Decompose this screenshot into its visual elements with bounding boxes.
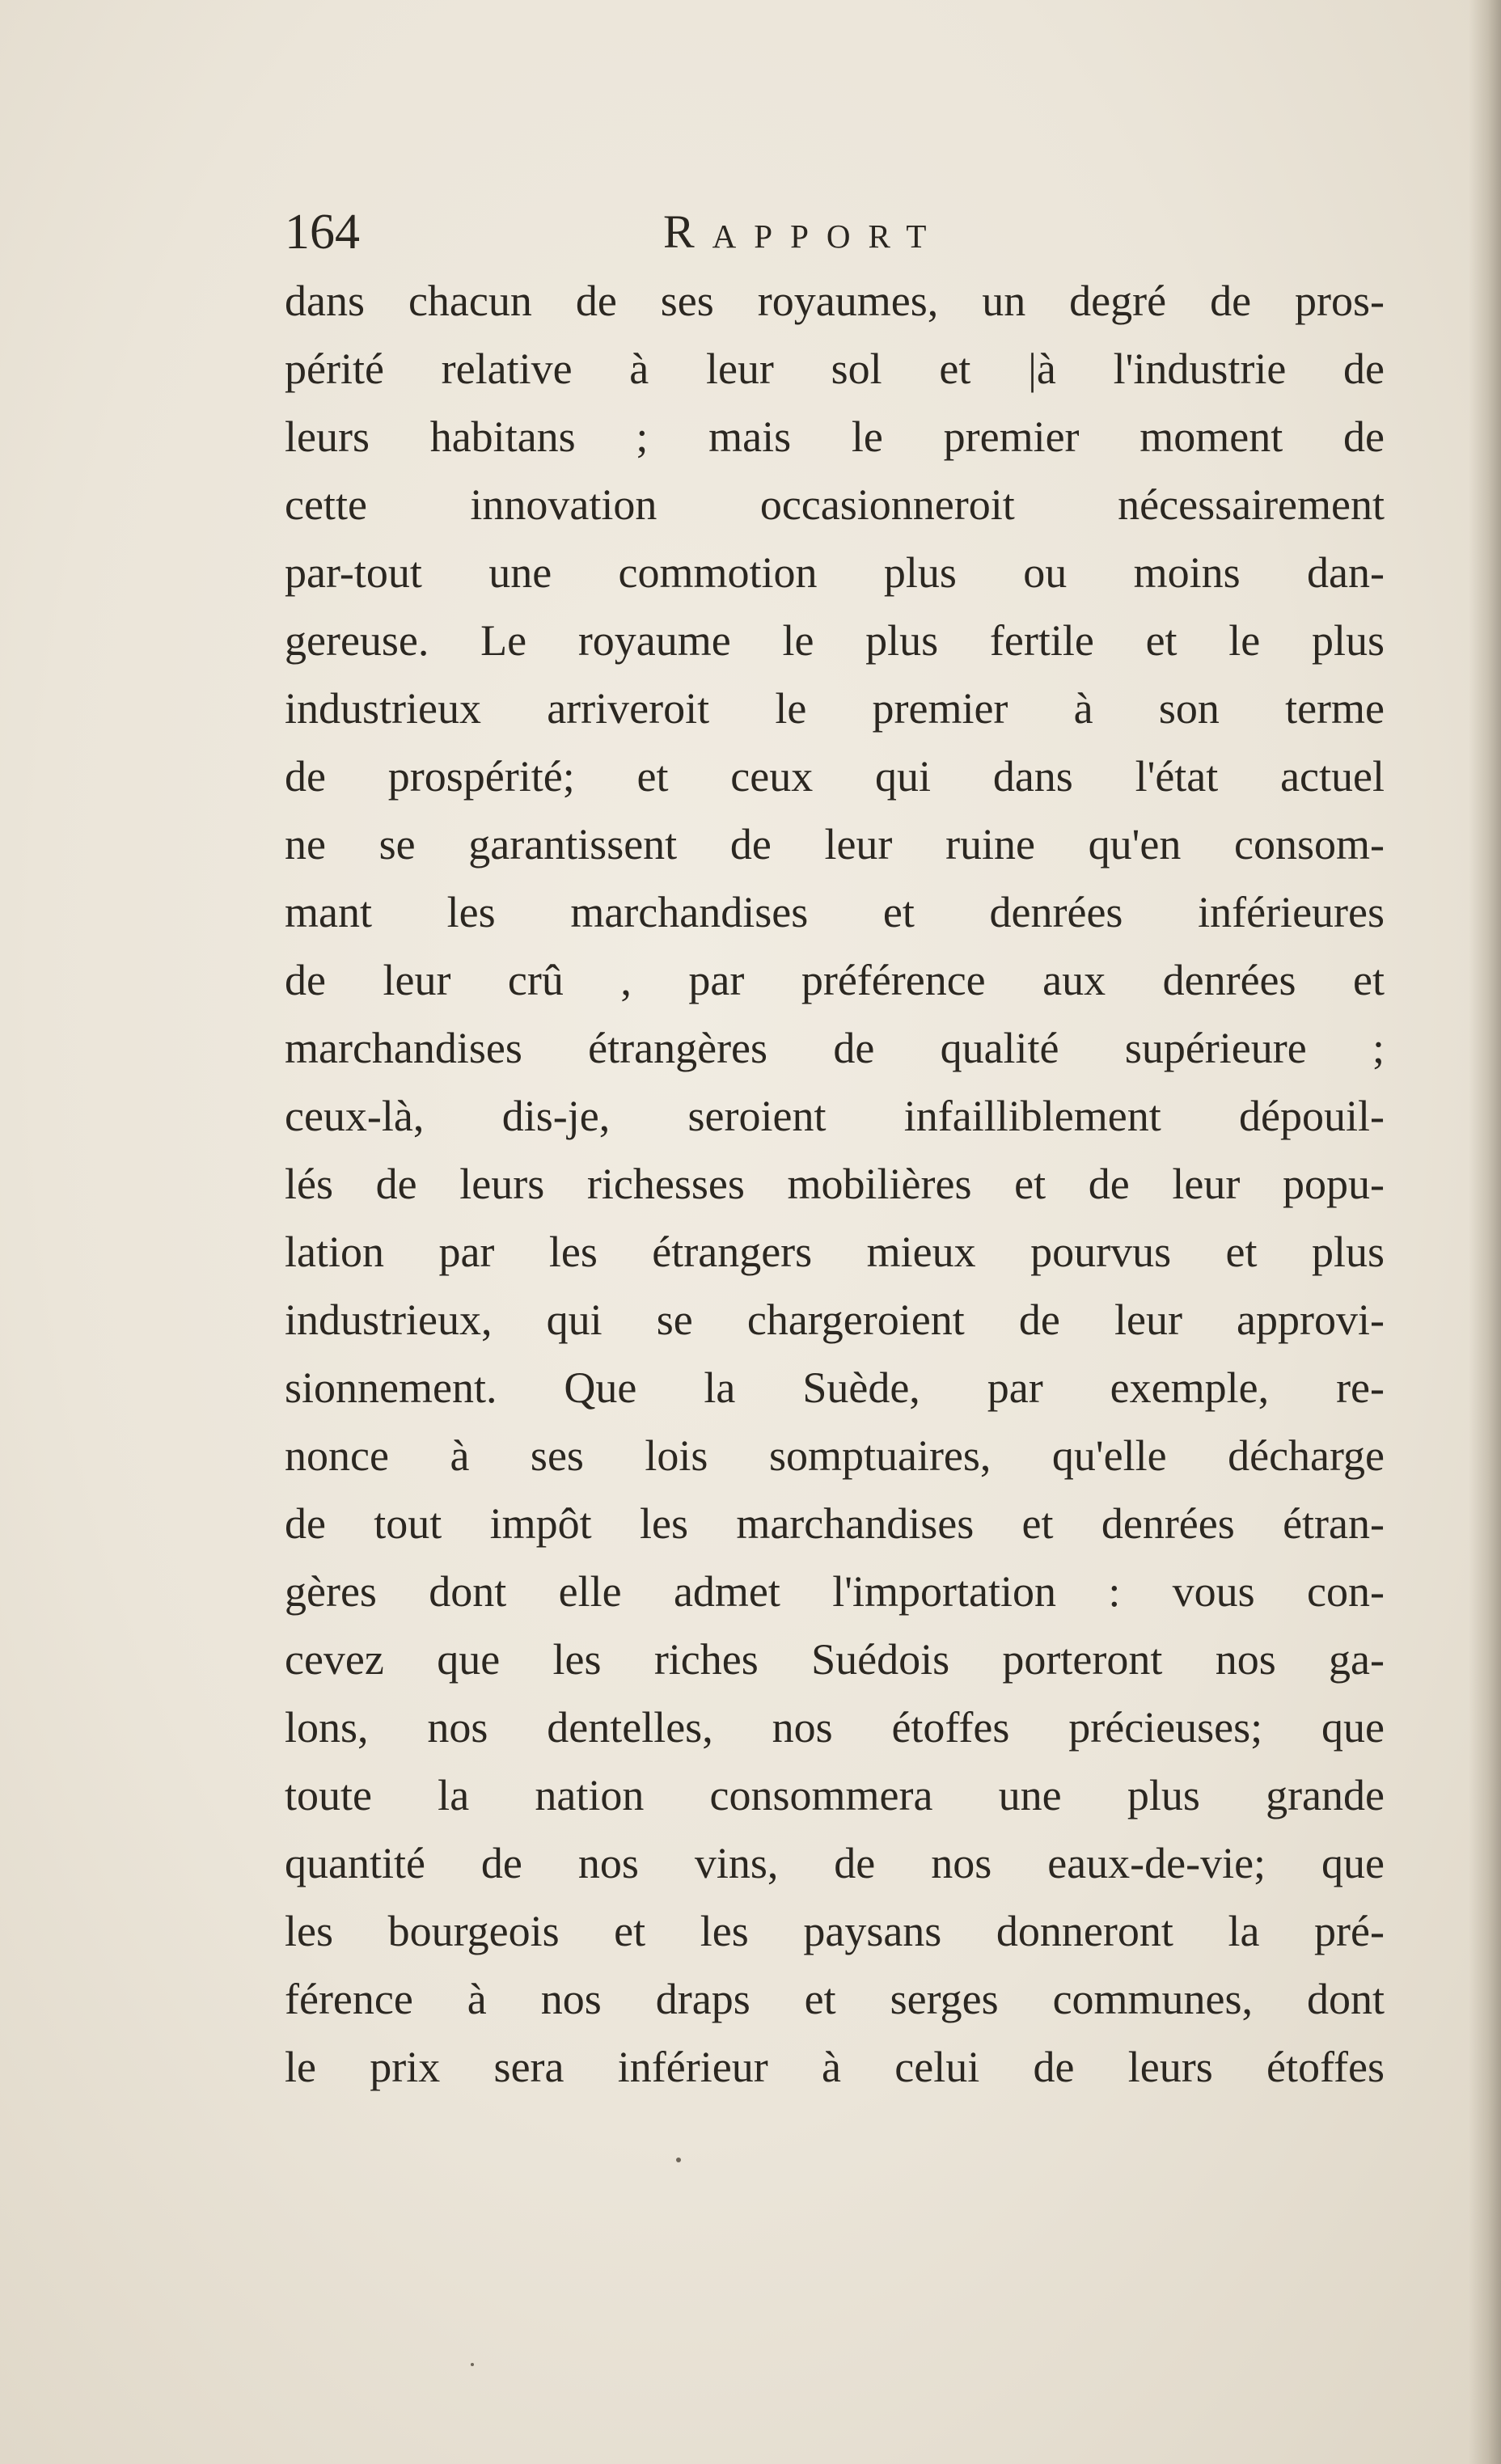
text-line: de tout impôt les marchandises et denrées étran-: [285, 1499, 1385, 1548]
text-line: gereuse. Le royaume le plus fertile et le plus: [285, 616, 1385, 665]
running-head: Rapport: [663, 205, 945, 258]
paper-speck: [676, 2158, 681, 2162]
text-line: de leur crû , par préférence aux denrées et: [285, 956, 1385, 1004]
text-line: lation par les étrangers mieux pourvus et plus: [285, 1228, 1385, 1276]
text-line: ceux-là, dis-je, seroient infailliblement dépouil-: [285, 1092, 1385, 1140]
text-line: toute la nation consommera une plus grande: [285, 1771, 1385, 1819]
paper-speck: [471, 2363, 474, 2366]
text-line: le prix sera inférieur à celui de leurs étoffes: [285, 2043, 1385, 2091]
text-line: gères dont elle admet l'importation : vous con-: [285, 1567, 1385, 1616]
text-line: par-tout une commotion plus ou moins dan-: [285, 548, 1385, 597]
text-line: quantité de nos vins, de nos eaux-de-vie; que: [285, 1839, 1385, 1887]
text-line: industrieux, qui se chargeroient de leur approvi-: [285, 1295, 1385, 1344]
text-line: lés de leurs richesses mobilières et de leur popu-: [285, 1160, 1385, 1208]
text-line: cette innovation occasionneroit nécessairement: [285, 480, 1385, 529]
text-line: périté relative à leur sol et |à l'industrie de: [285, 344, 1385, 393]
text-line: nonce à ses lois somptuaires, qu'elle décharge: [285, 1431, 1385, 1480]
text-line: cevez que les riches Suédois porteront nos ga-: [285, 1635, 1385, 1684]
text-line: dans chacun de ses royaumes, un degré de pros-: [285, 277, 1385, 325]
text-line: lons, nos dentelles, nos étoffes précieuses; que: [285, 1703, 1385, 1752]
text-line: de prospérité; et ceux qui dans l'état actuel: [285, 752, 1385, 801]
text-line: mant les marchandises et denrées inférieures: [285, 888, 1385, 936]
page-number: 164: [285, 205, 360, 260]
page-edge-shadow: [1469, 0, 1501, 2464]
text-line: les bourgeois et les paysans donneront la pré-: [285, 1907, 1385, 1955]
text-line: industrieux arriveroit le premier à son terme: [285, 684, 1385, 733]
text-line: leurs habitans ; mais le premier moment de: [285, 412, 1385, 461]
text-line: sionnement. Que la Suède, par exemple, re-: [285, 1363, 1385, 1412]
text-line: marchandises étrangères de qualité supérieure ;: [285, 1024, 1385, 1072]
body-text: [285, 267, 1385, 2101]
text-line: férence à nos draps et serges communes, dont: [285, 1975, 1385, 2023]
page-header: [285, 196, 1385, 268]
text-line: ne se garantissent de leur ruine qu'en consom-: [285, 820, 1385, 869]
